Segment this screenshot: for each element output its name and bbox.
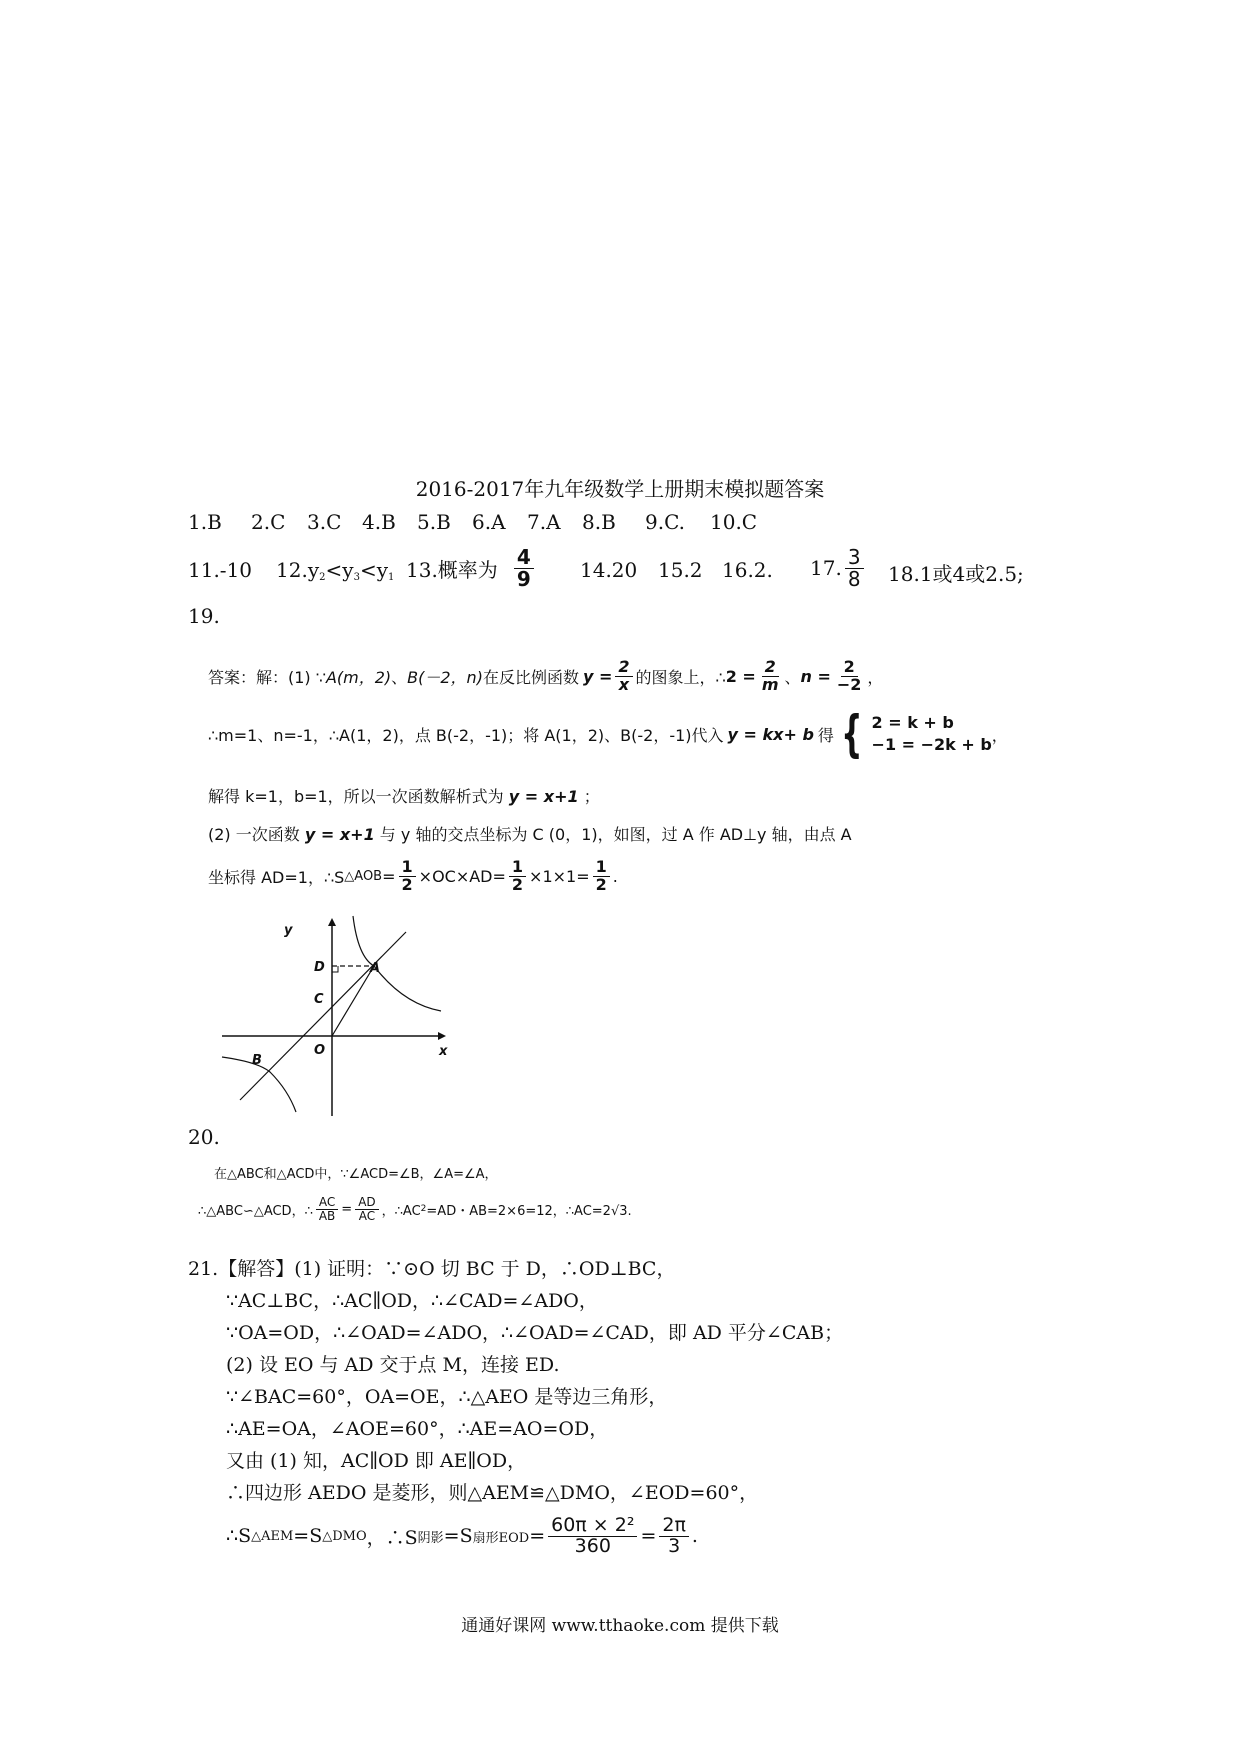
answer-17-num: 3 [845,547,864,569]
q21-l9-eq-2: = [640,1525,657,1547]
answer-12-y3-sub: 3 [353,572,360,583]
q19-line-3 [208,784,600,807]
q19-l5-eq: = [382,866,396,886]
answer-13-num: 4 [514,547,534,569]
q20-l2-text-c: =AD・AB=2×6=12，∴AC=2√3. [426,1203,632,1219]
q21-line-9 [226,1508,698,1564]
q19-l1-frac-1 [615,656,632,694]
q19-l1-sep: 、 [391,667,408,687]
q19-line-5 [208,848,618,904]
q19-l1-frac-1-den: x [618,674,630,694]
q19-system-lines [872,712,992,755]
answer-7: 7.A [527,510,561,534]
answer-10: 10.C [710,510,758,534]
x-axis-arrow-icon [438,1032,446,1040]
point-b-label: B [252,1053,262,1068]
q19-l1-text-d: 、 [784,667,801,687]
q20-frac-1 [316,1196,338,1222]
q19-l1-y: y = [582,666,613,686]
q19-l5-frac-2-den: 2 [511,874,524,894]
answer-12-prefix: 12. [276,558,308,582]
q19-l4-equation: y = x+1 [304,825,375,844]
q19-l1-two: 2 = [725,666,756,686]
q20-l2-eq: = [341,1201,353,1217]
q20-l2-superscript: 2 [420,1204,427,1214]
answer-17 [810,538,867,598]
q21-l9-text-c: ，∴S [366,1526,418,1549]
y-axis-arrow-icon [328,918,336,926]
q21-l9-sub-4: 扇形EOD [472,1530,530,1546]
q19-l1-frac-2 [759,656,782,694]
q21-frac-2-den: 3 [668,1534,681,1557]
q21-line-5: ∵∠BAC=60°，OA=OE，∴△AEO 是等边三角形， [226,1386,668,1408]
q20-frac-2-num: AD [355,1196,378,1210]
q21-frac-2-num: 2π [659,1516,689,1537]
q19-l1-frac-3-den: −2 [836,674,862,694]
q19-l5-frac-1-den: 2 [401,874,413,894]
q19-l5-text-b: ×OC×AD= [418,866,506,886]
q21-frac-2 [659,1513,689,1557]
q21-l9-sub-3: 阴影 [417,1530,444,1546]
q20-line-1: 在△ABC和△ACD中，∵∠ACD=∠B，∠A=∠A， [214,1167,498,1182]
q19-l4-text-a: (2) 一次函数 [208,825,300,844]
x-axis-label: x [439,1044,448,1059]
q21-label: 21.【解答】 [188,1258,295,1280]
q19-l1-point-b: B(－2，n) [407,667,483,687]
q19-line-2 [208,706,1008,762]
q19-l3-end: ； [583,787,600,806]
q19-system-eq-2: −1 = −2k + b [871,735,992,754]
q19-line-1 [208,648,883,704]
q21-l9-text-a: ∴S [226,1525,252,1547]
point-d-label: D [314,960,325,975]
answer-12-lt1: < [325,558,343,582]
answer-12 [276,558,394,583]
hyperbola-branch-1 [353,916,441,1011]
q19-l1-point-a: A(m，2) [325,667,392,687]
q20-label: 20. [188,1125,220,1149]
q21-line-8: ∴四边形 AEDO 是菱形，则△AEM≌△DMO，∠EOD=60°， [226,1482,759,1504]
q21-line-4: (2) 设 EO 与 AD 交于点 M，连接 ED. [226,1354,560,1376]
q21-l9-sub-2: △DMO [322,1528,367,1544]
q19-l3-equation: y = x+1 [508,787,579,806]
answer-9: 9.C. [645,510,686,534]
answer-12-y1-sub: 1 [388,572,395,583]
q19-l5-text-a: 坐标得 AD=1，∴S [208,867,345,887]
y-axis-label: y [284,923,293,938]
answer-8: 8.B [582,510,616,534]
q19-line-4 [208,822,852,845]
q21-line-3: ∵OA=OD，∴∠OAD=∠ADO，∴∠OAD=∠CAD，即 AD 平分∠CAB； [226,1322,844,1344]
answer-13-fraction [514,544,534,591]
q19-l5-frac-3-num: 1 [593,859,610,877]
q19-l2-text-b: 得 [817,725,834,745]
q20-l2-text-b: ，∴AC [381,1203,421,1219]
q19-l5-frac-3-den: 2 [595,874,607,894]
q21-l9-end: . [691,1525,698,1547]
answer-13 [406,538,537,598]
point-a-label: A [370,961,381,976]
answer-11: 11.-10 [188,558,253,582]
answer-12-y2-sub: 2 [319,572,326,583]
q19-l5-frac-2 [509,856,526,894]
q20-frac-1-num: AC [316,1196,338,1210]
q19-l1-frac-2-num: 2 [762,659,779,677]
q19-l5-subscript: △AOB [344,868,383,884]
footer-text: 通通好课网 www.tthaoke.com 提供下载 [461,1616,779,1636]
answer-17-fraction [845,544,864,591]
q21-l9-text-d: =S [443,1525,473,1547]
answer-12-lt2: < [359,558,377,582]
q19-l1-text-c: 的图象上，∴ [635,667,726,687]
q21-line-1 [188,1254,675,1281]
q19-l1-n: n = [800,666,831,686]
q19-l1-frac-3 [834,656,865,694]
q21-frac-1-num: 60π × 2² [548,1516,637,1537]
q21-line-7: 又由 (1) 知，AC∥OD 即 AE∥OD， [226,1450,527,1472]
answer-13-den: 9 [516,566,531,591]
q21-frac-1-den: 360 [574,1534,611,1557]
q19-l2-equation: y = kx+ b [727,724,814,744]
answer-2: 2.C [251,510,286,534]
right-angle-mark [332,966,338,972]
answer-17-prefix: 17. [810,556,842,580]
q20-line-2 [198,1186,632,1232]
q19-l1-text-a: 答案：解：(1) ∵ [208,667,326,687]
q21-l1-text: (1) 证明：∵⊙O 切 BC 于 D，∴OD⊥BC， [294,1258,676,1280]
answer-13-prefix: 13.概率为 [406,557,498,582]
q21-l9-sub-1: △AEM [251,1528,294,1544]
page-title: 2016-2017年九年级数学上册期末模拟题答案 [415,477,825,501]
q19-l3-text: 解得 k=1，b=1，所以一次函数解析式为 [208,787,504,806]
line-y-equals-x-plus-1 [240,932,406,1100]
q19-system-eq-1: 2 = k + b [871,713,954,733]
q19-l1-text-b: 在反比例函数 [482,667,579,687]
q21-frac-1 [548,1513,637,1557]
q19-l5-text-c: ×1×1= [529,866,590,886]
q19-l1-frac-3-num: 2 [841,659,858,677]
q20-frac-1-den: AB [318,1208,336,1223]
q20-frac-2 [355,1196,378,1222]
q19-l5-frac-1 [399,856,416,894]
left-brace-icon: { [841,705,863,763]
q19-l2-text-a: ∴m=1、n=-1，∴A(1，2)，点 B(-2，-1)；将 A(1，2)、B(-2，-1)代入 [208,725,724,745]
answer-5: 5.B [417,510,451,534]
q19-l2-end: ， [991,725,1008,745]
q21-l9-eq: = [529,1525,546,1547]
answer-1: 1.B [188,510,222,534]
q19-label: 19. [188,604,220,628]
origin-label: O [314,1043,326,1058]
q19-figure [218,912,458,1122]
answer-12-y2: y [307,558,320,582]
answer-4: 4.B [362,510,396,534]
q20-l2-text-a: ∴△ABC∽△ACD，∴ [198,1203,313,1219]
answer-17-den: 8 [847,566,861,591]
q19-l4-text-b: 与 y 轴的交点坐标为 C (0，1)，如图，过 A 作 AD⊥y 轴，由点 A [379,825,852,844]
q21-line-2: ∵AC⊥BC，∴AC∥OD，∴∠CAD=∠ADO， [226,1290,598,1312]
answer-3: 3.C [307,510,342,534]
answer-12-y3: y [342,558,354,582]
q19-l5-frac-1-num: 1 [399,859,416,877]
answer-12-y1: y [376,558,389,582]
answer-6: 6.A [472,510,506,534]
answer-15: 15.2 [658,558,703,582]
q19-l5-end: . [612,866,618,886]
q21-line-6: ∴AE=OA，∠AOE=60°，∴AE=AO=OD， [226,1418,609,1440]
answer-18: 18.1或4或2.5; [888,562,1024,586]
q19-l1-end: ， [867,667,884,687]
answer-14: 14.20 [580,558,638,582]
q20-frac-2-den: AC [358,1208,376,1223]
q19-l1-frac-1-num: 2 [615,659,632,677]
q19-l1-frac-2-den: m [761,674,779,694]
q19-equation-system [834,705,992,763]
q19-l5-frac-3 [593,856,610,894]
answer-16: 16.2. [722,558,773,582]
q21-l9-text-b: =S [293,1525,323,1547]
q19-l5-frac-2-num: 1 [509,859,526,877]
point-c-label: C [314,992,324,1007]
